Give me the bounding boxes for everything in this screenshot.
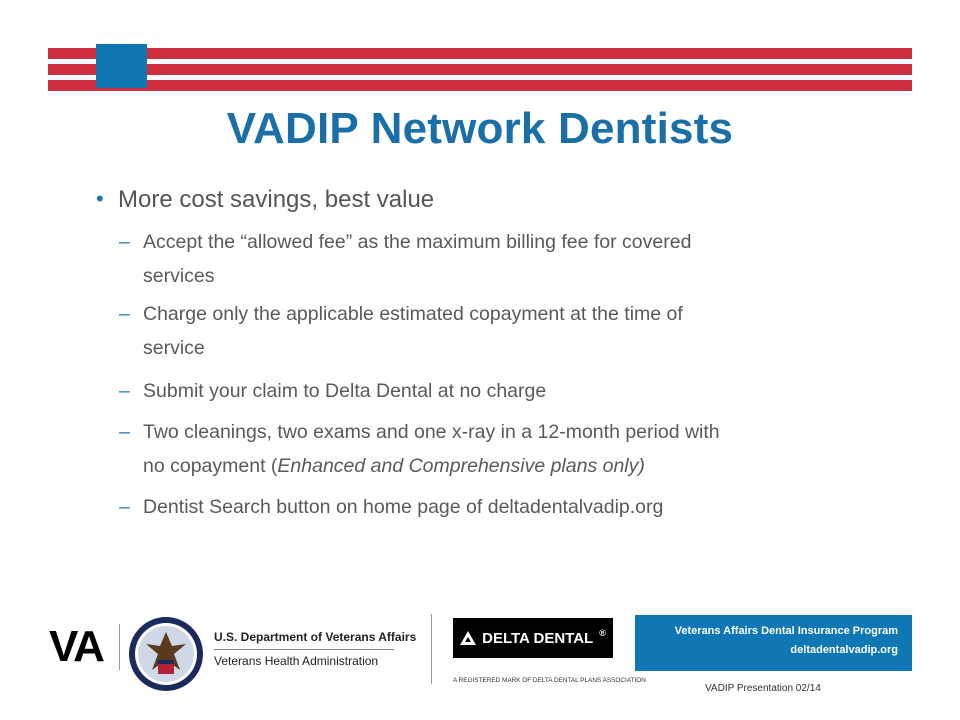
dash-marker: –: [119, 380, 130, 402]
dash-marker: –: [119, 496, 130, 518]
main-bullet-text: More cost savings, best value: [118, 186, 435, 213]
dept-name: U.S. Department of Veterans Affairs: [214, 630, 417, 644]
vadip-program-box: [635, 615, 912, 671]
slide-title: VADIP Network Dentists: [226, 104, 734, 153]
dash-marker: –: [119, 303, 130, 325]
sub-bullet-2: [119, 297, 859, 365]
delta-registered: ®: [599, 628, 606, 638]
delta-registered-mark: A REGISTERED MARK OF DELTA DENTAL PLANS ASSOCIATION: [453, 677, 646, 684]
bullet-dot: •: [96, 186, 104, 211]
presentation-label: VADIP Presentation 02/14: [705, 683, 821, 694]
sub-bullet-5: [119, 490, 859, 524]
sub-bullet-line: services: [143, 265, 215, 287]
vadip-website: deltadentalvadip.org: [790, 644, 898, 656]
delta-dental-logo: [453, 618, 613, 658]
va-logo: VA: [49, 622, 103, 671]
sub-bullet-italic: Enhanced and Comprehensive plans only): [277, 455, 645, 477]
va-seal-icon: [128, 616, 204, 692]
header-stripe-top: [48, 48, 912, 59]
vadip-program-name: Veterans Affairs Dental Insurance Program: [674, 625, 898, 637]
sub-bullet-line: service: [143, 337, 205, 359]
dept-subtitle: Veterans Health Administration: [214, 654, 379, 668]
sub-bullet-line: Accept the “allowed fee” as the maximum billing fee for covered: [143, 231, 692, 253]
sub-bullet-line: Submit your claim to Delta Dental at no charge: [143, 380, 547, 402]
sub-bullet-line: Dentist Search button on home page of deltadentalvadip.org: [143, 496, 664, 518]
dept-rule: [214, 649, 394, 650]
footer-divider: [431, 614, 432, 684]
header-blue-square: [96, 44, 147, 88]
sub-bullet-line: [119, 449, 859, 483]
sub-bullet-plain: no copayment (: [143, 455, 278, 477]
sub-bullet-1: [119, 225, 859, 293]
delta-logo-text: DELTA DENTAL: [482, 629, 594, 647]
sub-bullet-line: Two cleanings, two exams and one x-ray in a 12-month period with: [143, 421, 720, 443]
header-stripe-middle: [48, 64, 912, 75]
dash-marker: –: [119, 421, 130, 443]
logo-divider: [119, 624, 120, 670]
header-stripe-bottom: [48, 80, 912, 91]
sub-bullet-4: [119, 415, 859, 483]
dash-marker: –: [119, 231, 130, 253]
sub-bullet-line: Charge only the applicable estimated copayment at the time of: [143, 303, 683, 325]
delta-triangle-icon: [460, 631, 476, 645]
sub-bullet-3: [119, 374, 859, 408]
